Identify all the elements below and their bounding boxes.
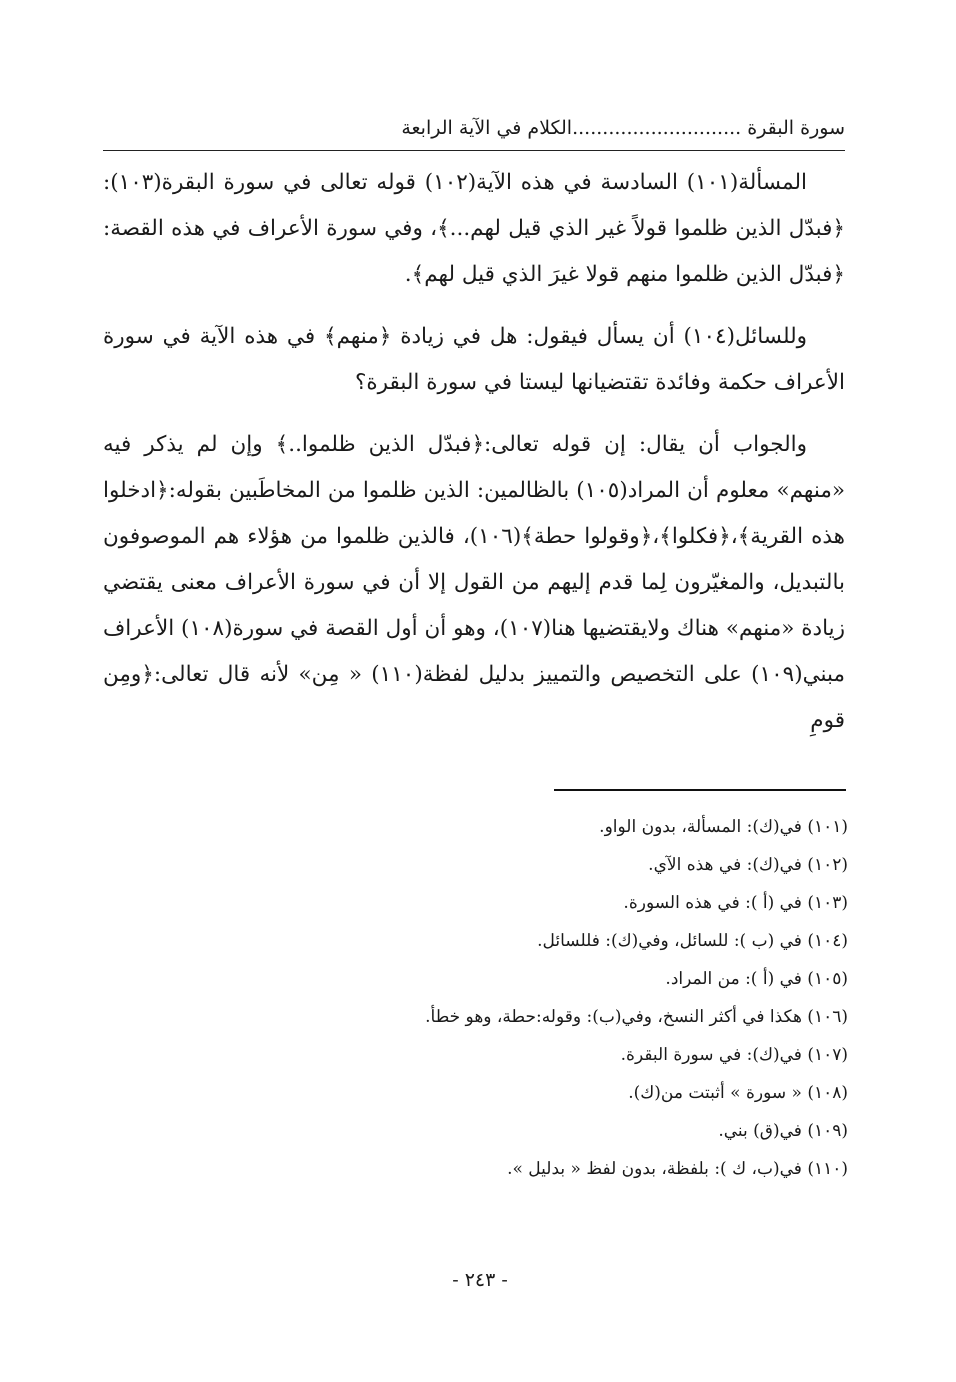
body-paragraph: والجواب أن يقال: إن قوله تعالى:﴿فبدّل الذين ظلموا..﴾ وإن لم يذكر فيه «منهم» معلوم أن المراد(١٠٥) بالظالمين: الذين ظلموا من المخاطَبين بقوله:﴿ادخلوا هذه القرية﴾،﴿فكلوا﴾،﴿وقولوا حطة﴾(١٠٦)، فالذين ظلموا من هؤلاء هم الموصوفون بالتبديل، والمغيّرون لِما قدم إليهم من القول إلا أن في سورة الأعراف معنى يقتضي زيادة «منهم» هناك ولايقتضيها هنا(١٠٧)، وهو أن أول القصة في سورة(١٠٨) الأعراف مبني(١٠٩) على التخصيص والتمييز بدليل لفظة(١١٠) « مِن» لأنه قال تعالى:﴿ومِن قومِ — [103, 432, 845, 733]
footnote-item: (١٠٢) في(ك): في هذه الآي. — [648, 855, 848, 875]
footnote-item: (١١٠) في(ب، ك ): بلفظة، بدون لفظ « بدليل ». — [507, 1159, 848, 1179]
running-header-text: سورة البقرة ............................الكلام في الآية الرابعة — [401, 117, 845, 139]
body-paragraph: المسألة(١٠١) السادسة في هذه الآية(١٠٢) قوله تعالى في سورة البقرة(١٠٣):﴿فبدّل الذين ظلموا قولاً غير الذي قيل لهم...﴾، وفي سورة الأعراف في هذه القصة:﴿فبدّل الذين ظلموا منهم قولا غيرَ الذي قيل لهم﴾. — [103, 170, 845, 287]
body-paragraph: وللسائل(١٠٤) أن يسأل فيقول: هل في زيادة ﴿منهم﴾ في هذه الآية في سورة الأعراف حكمة وفائدة تقتضيانها ليستا في سورة البقرة؟ — [103, 324, 845, 395]
footnote-item: (١٠٦) هكذا في أكثر النسخ، وفي(ب): وقوله:حطة، وهو خطأ. — [425, 1007, 848, 1027]
footnote-item: (١٠٩) في(ق) بني. — [718, 1121, 848, 1141]
header-rule — [103, 150, 845, 151]
footnote-rule — [554, 789, 846, 791]
footnote-item: (١٠١) في(ك): المسألة، بدون الواو. — [599, 817, 848, 837]
footnote-item: (١٠٨) « سورة » أثبتت من(ك). — [628, 1083, 848, 1103]
page-number: - ٢٤٣ - — [452, 1269, 508, 1291]
footnotes-list — [103, 808, 848, 1188]
footnote-item: (١٠٤) في (ب ): للسائل، وفي(ك): فللسائل. — [537, 931, 848, 951]
footnote-item: (١٠٧) في(ك): في سورة البقرة. — [620, 1045, 848, 1065]
footnote-item: (١٠٣) في (أ ): في هذه السورة. — [623, 893, 848, 913]
running-header — [103, 108, 845, 148]
footnote-item: (١٠٥) في (أ ): من المراد. — [665, 969, 848, 989]
body-text — [103, 160, 845, 760]
